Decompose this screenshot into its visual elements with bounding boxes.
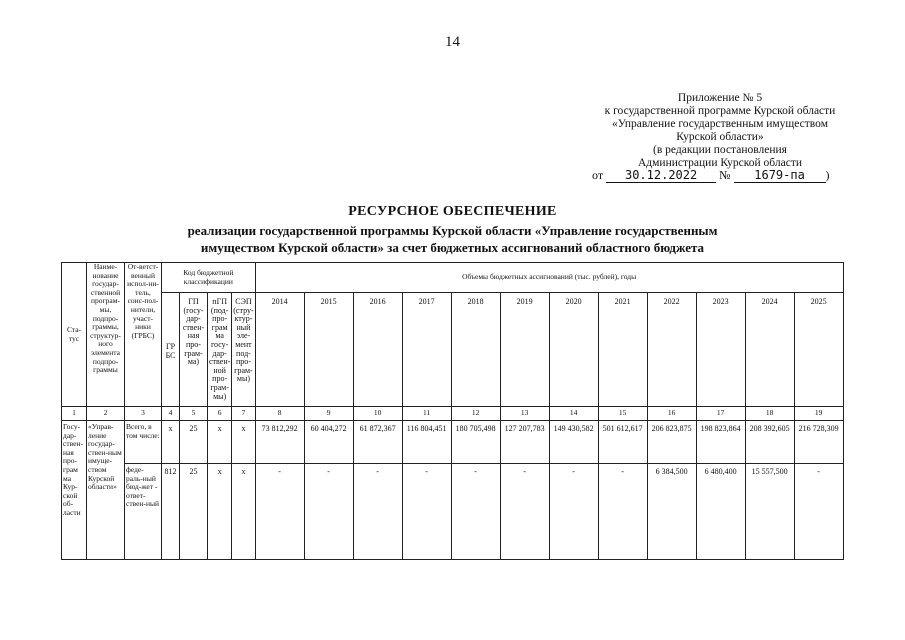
header-year: 2020	[549, 293, 598, 407]
header-name: Наиме-нование государ-ственной програм-мы, подпро-граммы, структур-ного элемента подпро-граммы	[87, 263, 125, 407]
column-number: 9	[304, 407, 353, 421]
year-value: -	[255, 464, 304, 560]
close-paren: )	[825, 168, 830, 182]
year-value: -	[304, 464, 353, 560]
year-value: 73 812,292	[255, 421, 304, 464]
row-sep: x	[232, 421, 255, 464]
column-number: 2	[87, 407, 125, 421]
year-value: 6 480,400	[696, 464, 745, 560]
date-prefix: от	[592, 168, 604, 182]
document-title: РЕСУРСНОЕ ОБЕСПЕЧЕНИЕ	[348, 204, 557, 219]
year-value: 149 430,582	[549, 421, 598, 464]
table-row	[62, 421, 844, 464]
header-year: 2018	[451, 293, 500, 407]
year-value: 6 384,500	[647, 464, 696, 560]
row-grbs: x	[162, 421, 180, 464]
header-year: 2024	[745, 293, 794, 407]
decree-date-number	[592, 168, 830, 183]
row-status: Госу-дар-ствен-ная про-грам ма Кур-ской об-ласти	[62, 421, 87, 560]
column-number: 1	[62, 407, 87, 421]
appendix-line: «Управление государственным имуществом	[612, 118, 828, 130]
row-executor: Всего, в том числе:	[125, 421, 162, 464]
column-number: 7	[232, 407, 255, 421]
appendix-line: Приложение № 5	[677, 92, 763, 104]
header-budget-code: Код бюджетной классификации	[162, 263, 256, 293]
header-year: 2015	[304, 293, 353, 407]
header-year: 2014	[255, 293, 304, 407]
appendix-line: Курской области»	[676, 131, 764, 143]
column-number: 14	[549, 407, 598, 421]
appendix-line: к государственной программе Курской области	[604, 105, 836, 117]
number-prefix: №	[719, 168, 731, 182]
year-value: 60 404,272	[304, 421, 353, 464]
header-volumes: Объемы бюджетных ассигнований (тыс. рублей), годы	[255, 263, 843, 293]
subtitle-line: имуществом Курской области» за счет бюджетных ассигнований областного бюджета	[200, 240, 705, 255]
column-number: 10	[353, 407, 402, 421]
column-number: 17	[696, 407, 745, 421]
year-value: -	[598, 464, 647, 560]
appendix-header	[560, 92, 880, 170]
appendix-line: Администрации Курской области	[638, 157, 802, 169]
header-gp: ГП (госу-дар-ствен-ная про-грам-ма)	[180, 293, 208, 407]
row-sep: x	[232, 464, 255, 560]
year-value: 208 392,605	[745, 421, 794, 464]
row-executor: феде-раль-ный бюд-жет - ответ-ствен-ный	[125, 464, 162, 560]
column-number: 18	[745, 407, 794, 421]
header-pgp: пГП (под-про-грам ма госу-дар-ствен-ной про-грам-мы)	[208, 293, 232, 407]
year-value: 127 207,783	[500, 421, 549, 464]
year-value: 501 612,617	[598, 421, 647, 464]
decree-date: 30.12.2022	[606, 168, 716, 183]
resource-table	[61, 262, 844, 560]
year-value: 198 823,864	[696, 421, 745, 464]
column-number: 13	[500, 407, 549, 421]
year-value: -	[353, 464, 402, 560]
column-number: 15	[598, 407, 647, 421]
header-executor: От-ветст-венный испол-ни-тель, соис-пол-нители, участ-ники (ГРБС)	[125, 263, 162, 407]
column-number: 11	[402, 407, 451, 421]
year-value: 180 705,498	[451, 421, 500, 464]
row-gp: 25	[180, 421, 208, 464]
header-year: 2017	[402, 293, 451, 407]
year-value: 61 872,367	[353, 421, 402, 464]
subtitle-line: реализации государственной программы Курской области «Управление государственным	[187, 223, 718, 238]
header-year: 2021	[598, 293, 647, 407]
year-value: -	[794, 464, 843, 560]
year-value: -	[500, 464, 549, 560]
document-subtitle	[0, 222, 905, 256]
page-number: 14	[445, 34, 460, 50]
year-value: 216 728,309	[794, 421, 843, 464]
column-number: 3	[125, 407, 162, 421]
header-grbs: ГР БС	[162, 293, 180, 407]
row-grbs: 812	[162, 464, 180, 560]
header-year: 2016	[353, 293, 402, 407]
header-year: 2022	[647, 293, 696, 407]
year-value: 116 804,451	[402, 421, 451, 464]
column-number: 12	[451, 407, 500, 421]
table-row	[62, 464, 844, 560]
year-value: -	[549, 464, 598, 560]
row-name: «Управ-ление государ-ствен-ным имуще-ством Курской области»	[87, 421, 125, 560]
year-value: -	[451, 464, 500, 560]
column-number: 8	[255, 407, 304, 421]
column-number: 6	[208, 407, 232, 421]
year-value: -	[402, 464, 451, 560]
column-number: 4	[162, 407, 180, 421]
column-number: 16	[647, 407, 696, 421]
header-year: 2023	[696, 293, 745, 407]
decree-number: 1679-па	[734, 168, 826, 183]
column-number: 5	[180, 407, 208, 421]
year-value: 15 557,500	[745, 464, 794, 560]
row-gp: 25	[180, 464, 208, 560]
row-pgp: x	[208, 421, 232, 464]
column-number: 19	[794, 407, 843, 421]
header-year: 2019	[500, 293, 549, 407]
header-status: Ста-тус	[62, 263, 87, 407]
row-pgp: x	[208, 464, 232, 560]
header-sep: СЭП (стру-ктур-ный эле-мент под-про-грам-мы)	[232, 293, 255, 407]
header-year: 2025	[794, 293, 843, 407]
year-value: 206 823,875	[647, 421, 696, 464]
appendix-line: (в редакции постановления	[653, 144, 787, 156]
